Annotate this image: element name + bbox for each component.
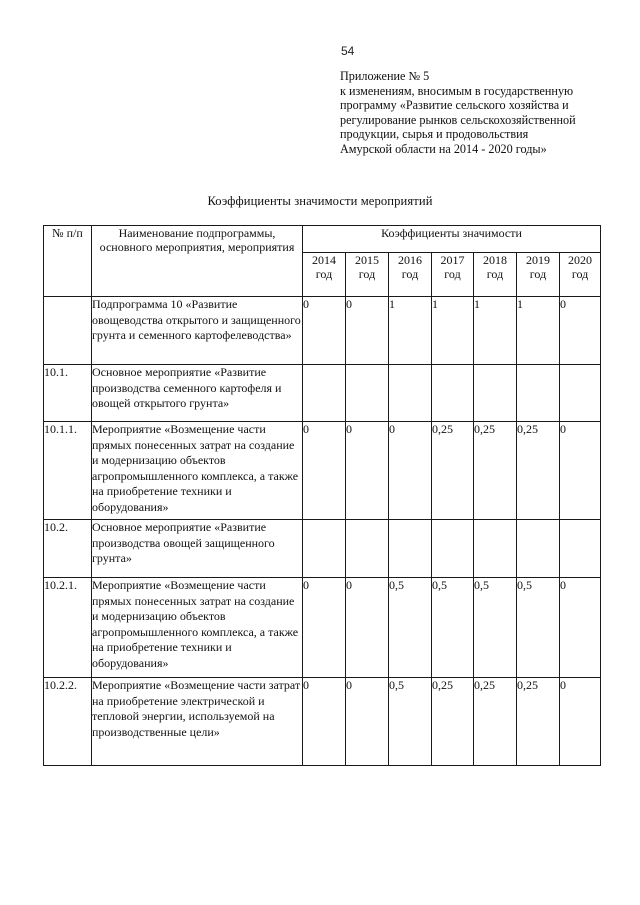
coef-value	[303, 520, 346, 578]
row-num: 10.1.1.	[44, 422, 92, 520]
coef-value	[346, 365, 389, 422]
header-coef-group: Коэффициенты значимости	[303, 226, 601, 253]
header-year-unit: год	[444, 267, 461, 281]
coef-value	[474, 365, 517, 422]
row-num	[44, 297, 92, 365]
appendix-line: программу «Развитие сельского хозяйства и	[340, 98, 569, 113]
coef-value: 0,25	[474, 678, 517, 766]
header-year-value: 2016	[398, 253, 422, 267]
table-row	[44, 422, 601, 520]
header-year-unit: год	[401, 267, 419, 281]
coefficients-table	[43, 225, 601, 766]
coef-value: 0	[303, 422, 346, 520]
header-year	[303, 253, 346, 297]
coef-value: 0	[346, 678, 389, 766]
coef-value	[560, 520, 601, 578]
header-year-value: 2018	[483, 253, 507, 267]
coef-value	[560, 365, 601, 422]
header-name: Наименование подпрограммы, основного мероприятия, мероприятия	[92, 226, 303, 297]
coef-value: 0	[303, 678, 346, 766]
page-number: 54	[341, 44, 355, 58]
coef-value: 0,25	[432, 678, 474, 766]
table-row	[44, 578, 601, 678]
row-name: Мероприятие «Возмещение части затрат на приобретение электрической и тепловой энергии, используемой на производственные цели»	[92, 678, 303, 766]
header-year-unit: год	[571, 267, 589, 281]
table-row	[44, 678, 601, 766]
table-row	[44, 297, 601, 365]
coef-value: 1	[389, 297, 432, 365]
appendix-line: Приложение № 5	[340, 69, 430, 83]
row-num: 10.2.	[44, 520, 92, 578]
header-year-value: 2014	[312, 253, 336, 267]
coef-value: 0	[303, 578, 346, 678]
appendix-line: продукции, сырья и продовольствия	[340, 127, 529, 142]
appendix-line: к изменениям, вносимым в государственную	[340, 83, 574, 98]
header-year-unit: год	[486, 267, 504, 281]
coef-value: 1	[474, 297, 517, 365]
coef-value	[303, 365, 346, 422]
table-row	[44, 520, 601, 578]
coef-value: 0,5	[517, 578, 560, 678]
coef-value: 0,25	[432, 422, 474, 520]
header-year	[389, 253, 432, 297]
coef-value: 0,25	[517, 678, 560, 766]
row-name: Основное мероприятие «Развитие производства овощей защищенного грунта»	[92, 520, 303, 578]
coef-value: 0	[346, 578, 389, 678]
appendix-note	[340, 69, 610, 157]
coef-value	[389, 520, 432, 578]
coef-value: 0	[560, 578, 601, 678]
coef-value	[474, 520, 517, 578]
appendix-line: регулирование рынков сельскохозяйственной	[340, 112, 576, 127]
coef-value: 0,5	[389, 578, 432, 678]
coef-value: 1	[432, 297, 474, 365]
header-year-unit: год	[315, 267, 333, 281]
coef-value: 0	[389, 422, 432, 520]
header-year-value: 2019	[526, 253, 550, 267]
header-year	[560, 253, 601, 297]
coef-value: 0	[560, 422, 601, 520]
header-year-value: 2015	[355, 253, 379, 267]
coef-value: 0,5	[389, 678, 432, 766]
header-year	[474, 253, 517, 297]
coef-value: 0,25	[517, 422, 560, 520]
coef-value	[432, 520, 474, 578]
row-num: 10.2.2.	[44, 678, 92, 766]
header-year-unit: год	[529, 267, 547, 281]
header-year-value: 2017	[440, 253, 465, 267]
coef-value	[389, 365, 432, 422]
coef-value: 0	[346, 422, 389, 520]
coef-value: 0	[303, 297, 346, 365]
coef-value: 0	[560, 297, 601, 365]
header-year	[517, 253, 560, 297]
header-year	[432, 253, 474, 297]
coef-value: 0,25	[474, 422, 517, 520]
row-name: Основное мероприятие «Развитие производства семенного картофеля и овощей открытого грунта»	[92, 365, 303, 422]
row-num: 10.2.1.	[44, 578, 92, 678]
coef-value: 0,5	[474, 578, 517, 678]
table-row	[44, 365, 601, 422]
coef-value	[432, 365, 474, 422]
coef-value	[346, 520, 389, 578]
coef-value	[517, 365, 560, 422]
coef-value: 0	[346, 297, 389, 365]
coef-value: 1	[517, 297, 560, 365]
row-name: Мероприятие «Возмещение части прямых понесенных затрат на создание и модернизацию объектов агропромышленного комплекса, а также на приобретение техники и оборудования»	[92, 422, 303, 520]
coef-value	[517, 520, 560, 578]
appendix-line: Амурской области на 2014 - 2020 годы»	[340, 141, 547, 156]
coef-value: 0	[560, 678, 601, 766]
table-title: Коэффициенты значимости мероприятий	[207, 194, 433, 208]
header-year	[346, 253, 389, 297]
row-name: Подпрограмма 10 «Развитие овощеводства открытого и защищенного грунта и семенного картофелеводства»	[92, 297, 303, 365]
header-year-value: 2020	[568, 253, 593, 267]
row-num: 10.1.	[44, 365, 92, 422]
row-name: Мероприятие «Возмещение части прямых понесенных затрат на создание и модернизацию объектов агропромышленного комплекса, а также на приобретение техники и оборудования»	[92, 578, 303, 678]
coef-value: 0,5	[432, 578, 474, 678]
header-num: № п/п	[44, 226, 92, 297]
header-year-unit: год	[358, 267, 376, 281]
